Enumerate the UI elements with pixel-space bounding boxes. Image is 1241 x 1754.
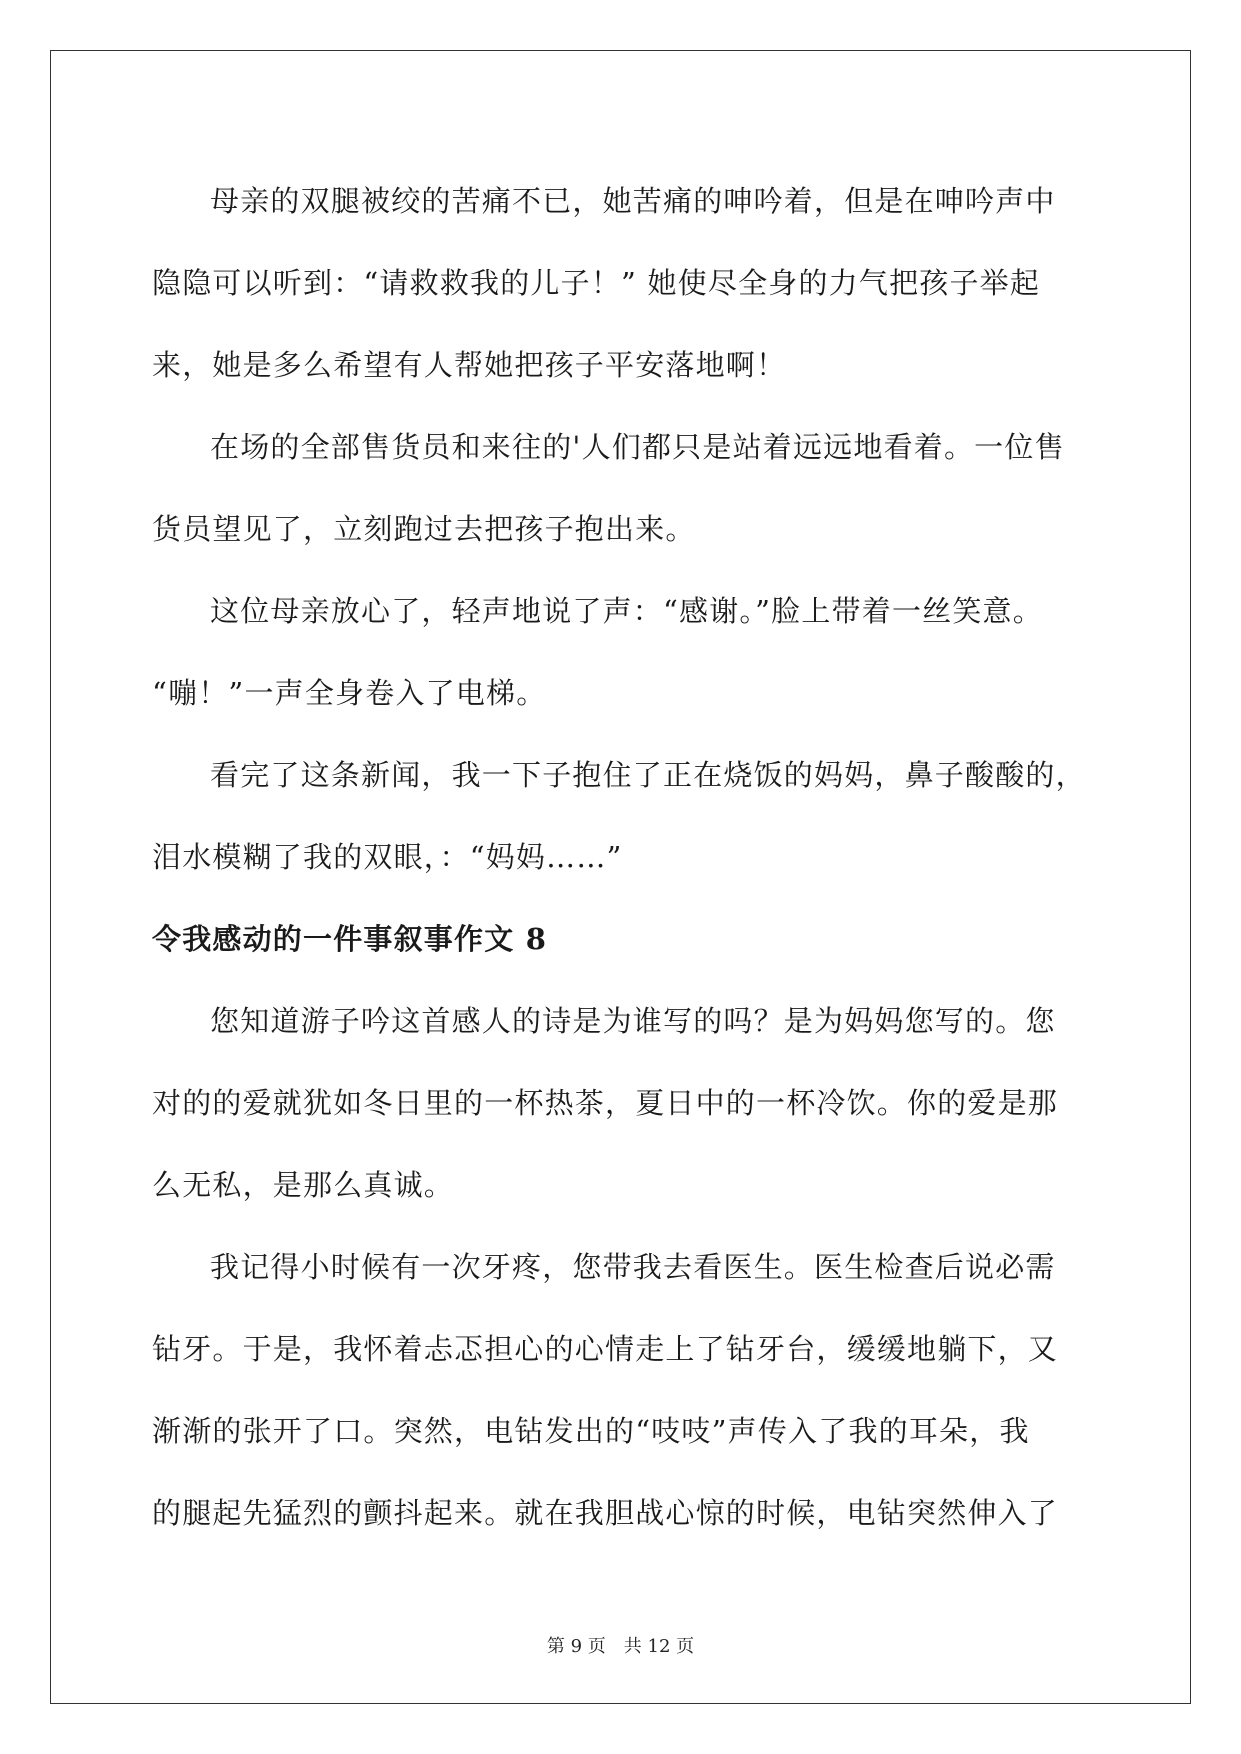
text-line: 看完了这条新闻，我一下子抱住了正在烧饭的妈妈，鼻子酸酸的， xyxy=(210,758,1086,792)
paragraph-6 xyxy=(152,1226,1094,1554)
paragraph-4 xyxy=(152,734,1094,898)
text-line: 母亲的双腿被绞的苦痛不已，她苦痛的呻吟着，但是在呻吟声中 xyxy=(210,184,1056,218)
text-line: 这位母亲放心了，轻声地说了声：“感谢。”脸上带着一丝笑意。 xyxy=(210,594,1043,628)
text-line: 我记得小时候有一次牙疼，您带我去看医生。医生检查后说必需 xyxy=(210,1250,1056,1284)
text-line: 渐渐的张开了口。突然，电钻发出的“吱吱”声传入了我的耳朵，我 xyxy=(152,1414,1030,1448)
text-line: 来，她是多么希望有人帮她把孩子平安落地啊！ xyxy=(152,348,787,382)
paragraph-1 xyxy=(152,160,1094,406)
document-body xyxy=(152,160,1094,1554)
text-line: 么无私，是那么真诚。 xyxy=(152,1168,455,1202)
text-line: 货员望见了，立刻跑过去把孩子抱出来。 xyxy=(152,512,696,546)
paragraph-2 xyxy=(152,406,1094,570)
text-line: 对的的爱就犹如冬日里的一杯热茶，夏日中的一杯冷饮。你的爱是那 xyxy=(152,1086,1059,1120)
paragraph-5 xyxy=(152,980,1094,1226)
text-line: 您知道游子吟这首感人的诗是为谁写的吗？是为妈妈您写的。您 xyxy=(210,1004,1056,1038)
text-line: 的腿起先猛烈的颤抖起来。就在我胆战心惊的时候，电钻突然伸入了 xyxy=(152,1496,1059,1530)
text-line: 钻牙。于是，我怀着忐忑担心的心情走上了钻牙台，缓缓地躺下，又 xyxy=(152,1332,1059,1366)
text-line: 在场的全部售货员和来往的'人们都只是站着远远地看着。一位售 xyxy=(210,430,1065,464)
page-number: 第 9 页 共 12 页 xyxy=(546,1636,695,1657)
text-line: “嘣！”一声全身卷入了电梯。 xyxy=(152,676,547,710)
paragraph-3 xyxy=(152,570,1094,734)
text-line: 隐隐可以听到：“请救救我的儿子！” 她使尽全身的力气把孩子举起 xyxy=(152,266,1041,300)
section-heading: 令我感动的一件事叙事作文 8 xyxy=(152,922,548,956)
text-line: 泪水模糊了我的双眼，：“妈妈……” xyxy=(152,840,623,874)
